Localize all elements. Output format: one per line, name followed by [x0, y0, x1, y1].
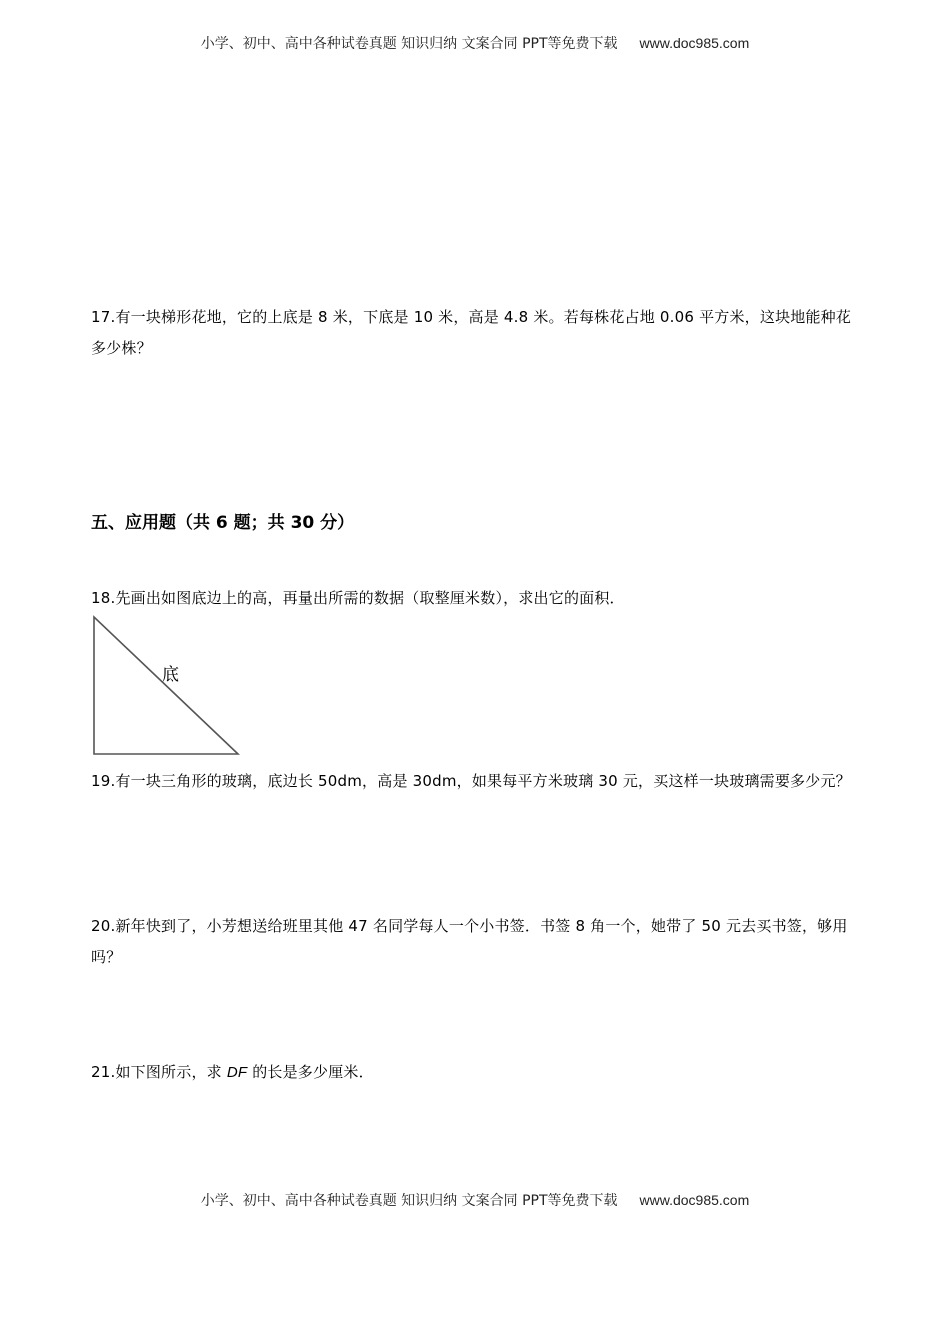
- question-20: 20.新年快到了，小芳想送给班里其他 47 名同学每人一个小书签．书签 8 角一个，她带了 50 元去买书签，够用吗？: [91, 917, 848, 966]
- base-label: 底: [162, 665, 179, 685]
- question-21-prefix: 21.如下图所示，求: [91, 1063, 227, 1081]
- footer-site-link[interactable]: www.doc985.com: [639, 1192, 750, 1208]
- question-21: [91, 1057, 861, 1088]
- header-site-link[interactable]: www.doc985.com: [639, 35, 750, 51]
- footer-text: 小学、初中、高中各种试卷真题 知识归纳 文案合同 PPT等免费下载: [200, 1193, 618, 1209]
- section-5-title: 五、应用题（共 6 题；共 30 分）: [91, 513, 355, 533]
- triangle-figure: [88, 612, 248, 762]
- page-footer: [0, 1190, 950, 1210]
- question-19: 19.有一块三角形的玻璃，底边长 50dm，高是 30dm，如果每平方米玻璃 30 元，买这样一块玻璃需要多少元？: [91, 772, 851, 790]
- header-text: 小学、初中、高中各种试卷真题 知识归纳 文案合同 PPT等免费下载: [200, 36, 618, 52]
- question-17: 17.有一块梯形花地，它的上底是 8 米，下底是 10 米，高是 4.8 米。若每株花占地 0.06 平方米，这块地能种花多少株？: [91, 308, 852, 357]
- question-18: 18.先画出如图底边上的高，再量出所需的数据（取整厘米数），求出它的面积．: [91, 589, 625, 607]
- right-triangle: [94, 617, 238, 754]
- page-header: [0, 33, 950, 53]
- question-21-variable: DF: [226, 1064, 248, 1081]
- question-21-suffix: 的长是多少厘米．: [247, 1063, 374, 1081]
